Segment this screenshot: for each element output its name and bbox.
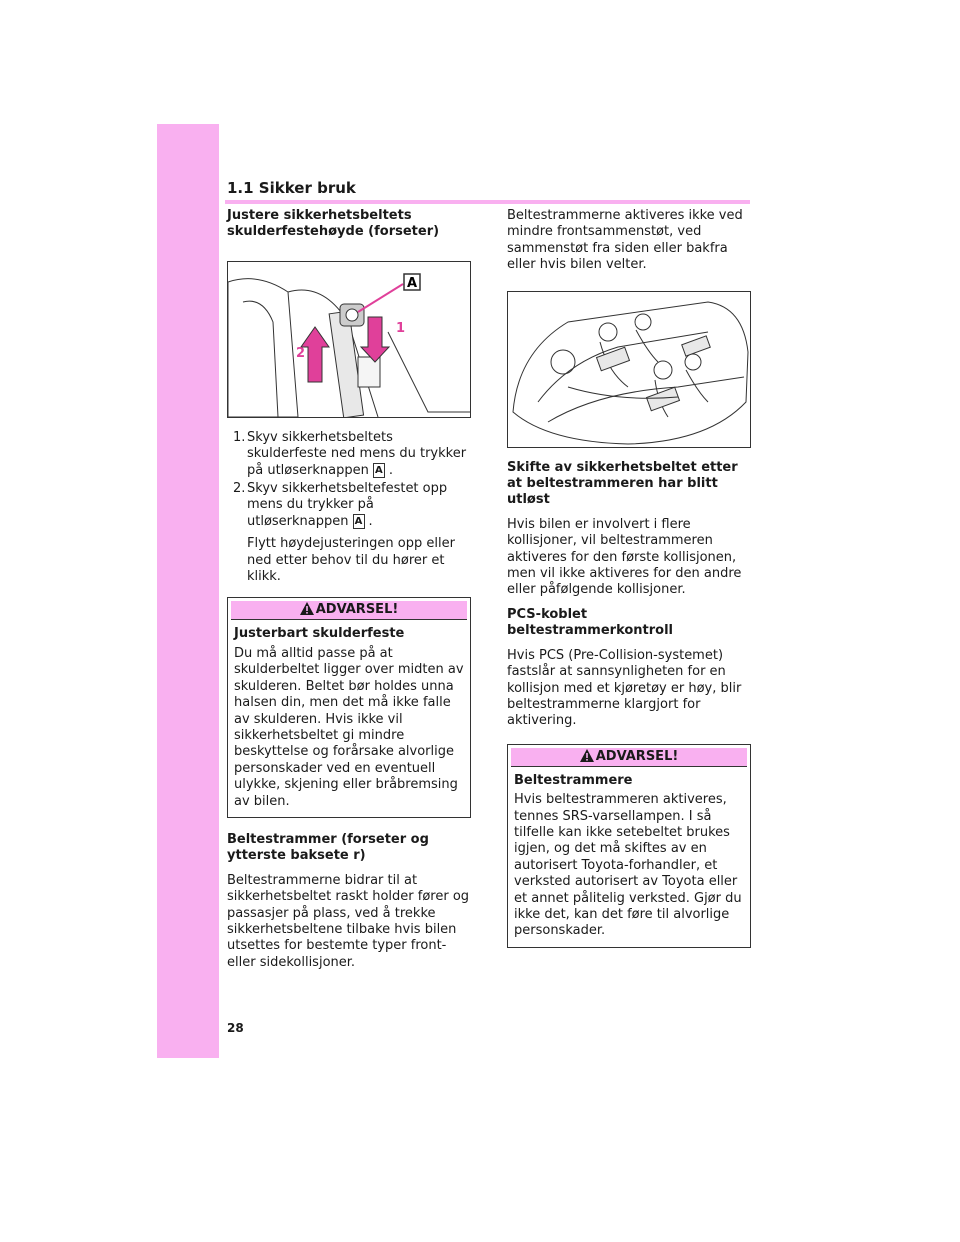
adjust-note: Flytt høydejusteringen opp eller ned etter behov til du hører et klikk. xyxy=(247,536,455,585)
heading-pretensioner: Beltestrammer (forseter og ytterste baksete r) xyxy=(227,831,429,864)
page-number: 28 xyxy=(227,1021,244,1035)
heading-pcs: PCS-koblet beltestrammerkontroll xyxy=(507,606,674,639)
warning-text: Hvis beltestrammeren aktiveres, tennes SRS-varsellampen. I så tilfelle kan ikke setebeltet brukes igjen, og det må skiftes av en autorisert Toyota-forhandler, et verksted autorisert av Toyota eller et annet pålitelig verksted. Gjør du ikke det, kan det føre til alvorlige personskader. xyxy=(514,792,742,939)
heading-shoulder-anchor: Justere sikkerhetsbeltets skulderfestehøyde (forseter) xyxy=(227,208,440,240)
heading-replace-belt: Skifte av sikkerhetsbeltet etter at beltestrammeren har blitt utløst xyxy=(507,459,738,508)
figure-label-1: 1 xyxy=(396,320,406,336)
pretensioner-limit-text: Beltestrammerne aktiveres ikke ved mindre frontsammenstøt, ved sammenstøt fra siden eller bakfra eller hvis bilen velter. xyxy=(507,208,743,273)
warning-triangle-icon xyxy=(300,602,314,615)
pretensioner-text: Beltestrammerne bidrar til at sikkerhetsbeltet raskt holder fører og passasjer på plass, ved å trekke sikkerhetsbeltene tilbake hvis bilen utsettes for bestemte typer front- eller sidekollisjoner. xyxy=(227,872,470,970)
section-header: 1.1 Sikker bruk xyxy=(227,179,356,197)
warning-box-shoulder xyxy=(227,597,471,817)
warning-header: ADVARSEL! xyxy=(511,748,747,767)
right-column xyxy=(507,208,751,948)
warning-subtitle: Beltestrammere xyxy=(514,772,633,788)
step-item: 1. Skyv sikkerhetsbeltets skulderfeste ned mens du trykker på utløserknappen A . xyxy=(233,429,467,478)
replace-belt-text: Hvis bilen er involvert i flere kollisjoner, vil beltestrammeren aktiveres for den første kollisjonen, men vil ikke aktiveres for den andre eller påfølgende kollisjoner. xyxy=(507,516,742,598)
adjust-steps xyxy=(227,430,471,530)
pcs-text: Hvis PCS (Pre-Collision-systemet) fastslår at sannsynligheten for en kollisjon med et kjøretøy er høy, blir beltestrammerne klargjort for aktivering. xyxy=(507,647,742,729)
figure-label-2: 2 xyxy=(296,345,306,361)
step-item: 2. Skyv sikkerhetsbeltefestet opp mens du trykker på utløserknappen A . xyxy=(233,481,448,529)
pretensioner-illustration xyxy=(507,291,751,448)
release-button-label: A xyxy=(373,463,385,478)
page-edge-tab xyxy=(157,124,219,1058)
warning-box-pretensioner xyxy=(507,744,751,948)
warning-triangle-icon xyxy=(580,749,594,762)
shoulder-anchor-illustration xyxy=(227,261,471,418)
figure-label-a: A xyxy=(406,275,418,291)
warning-text: Du må alltid passe på at skulderbeltet ligger over midten av skulderen. Beltet bør holdes unna halsen din, men det må ikke falle av skulderen. Hvis ikke vil sikkerhetsbeltet gi mindre beskyttelse og forårsake alvorlige personskader ved en eventuell ulykke, skjening eller bråbremsing av bilen. xyxy=(234,645,464,809)
warning-subtitle: Justerbart skulderfeste xyxy=(234,626,405,642)
warning-header: ADVARSEL! xyxy=(231,601,467,620)
header-rule xyxy=(225,200,750,204)
release-button-label: A xyxy=(353,514,365,529)
left-column xyxy=(227,208,471,971)
